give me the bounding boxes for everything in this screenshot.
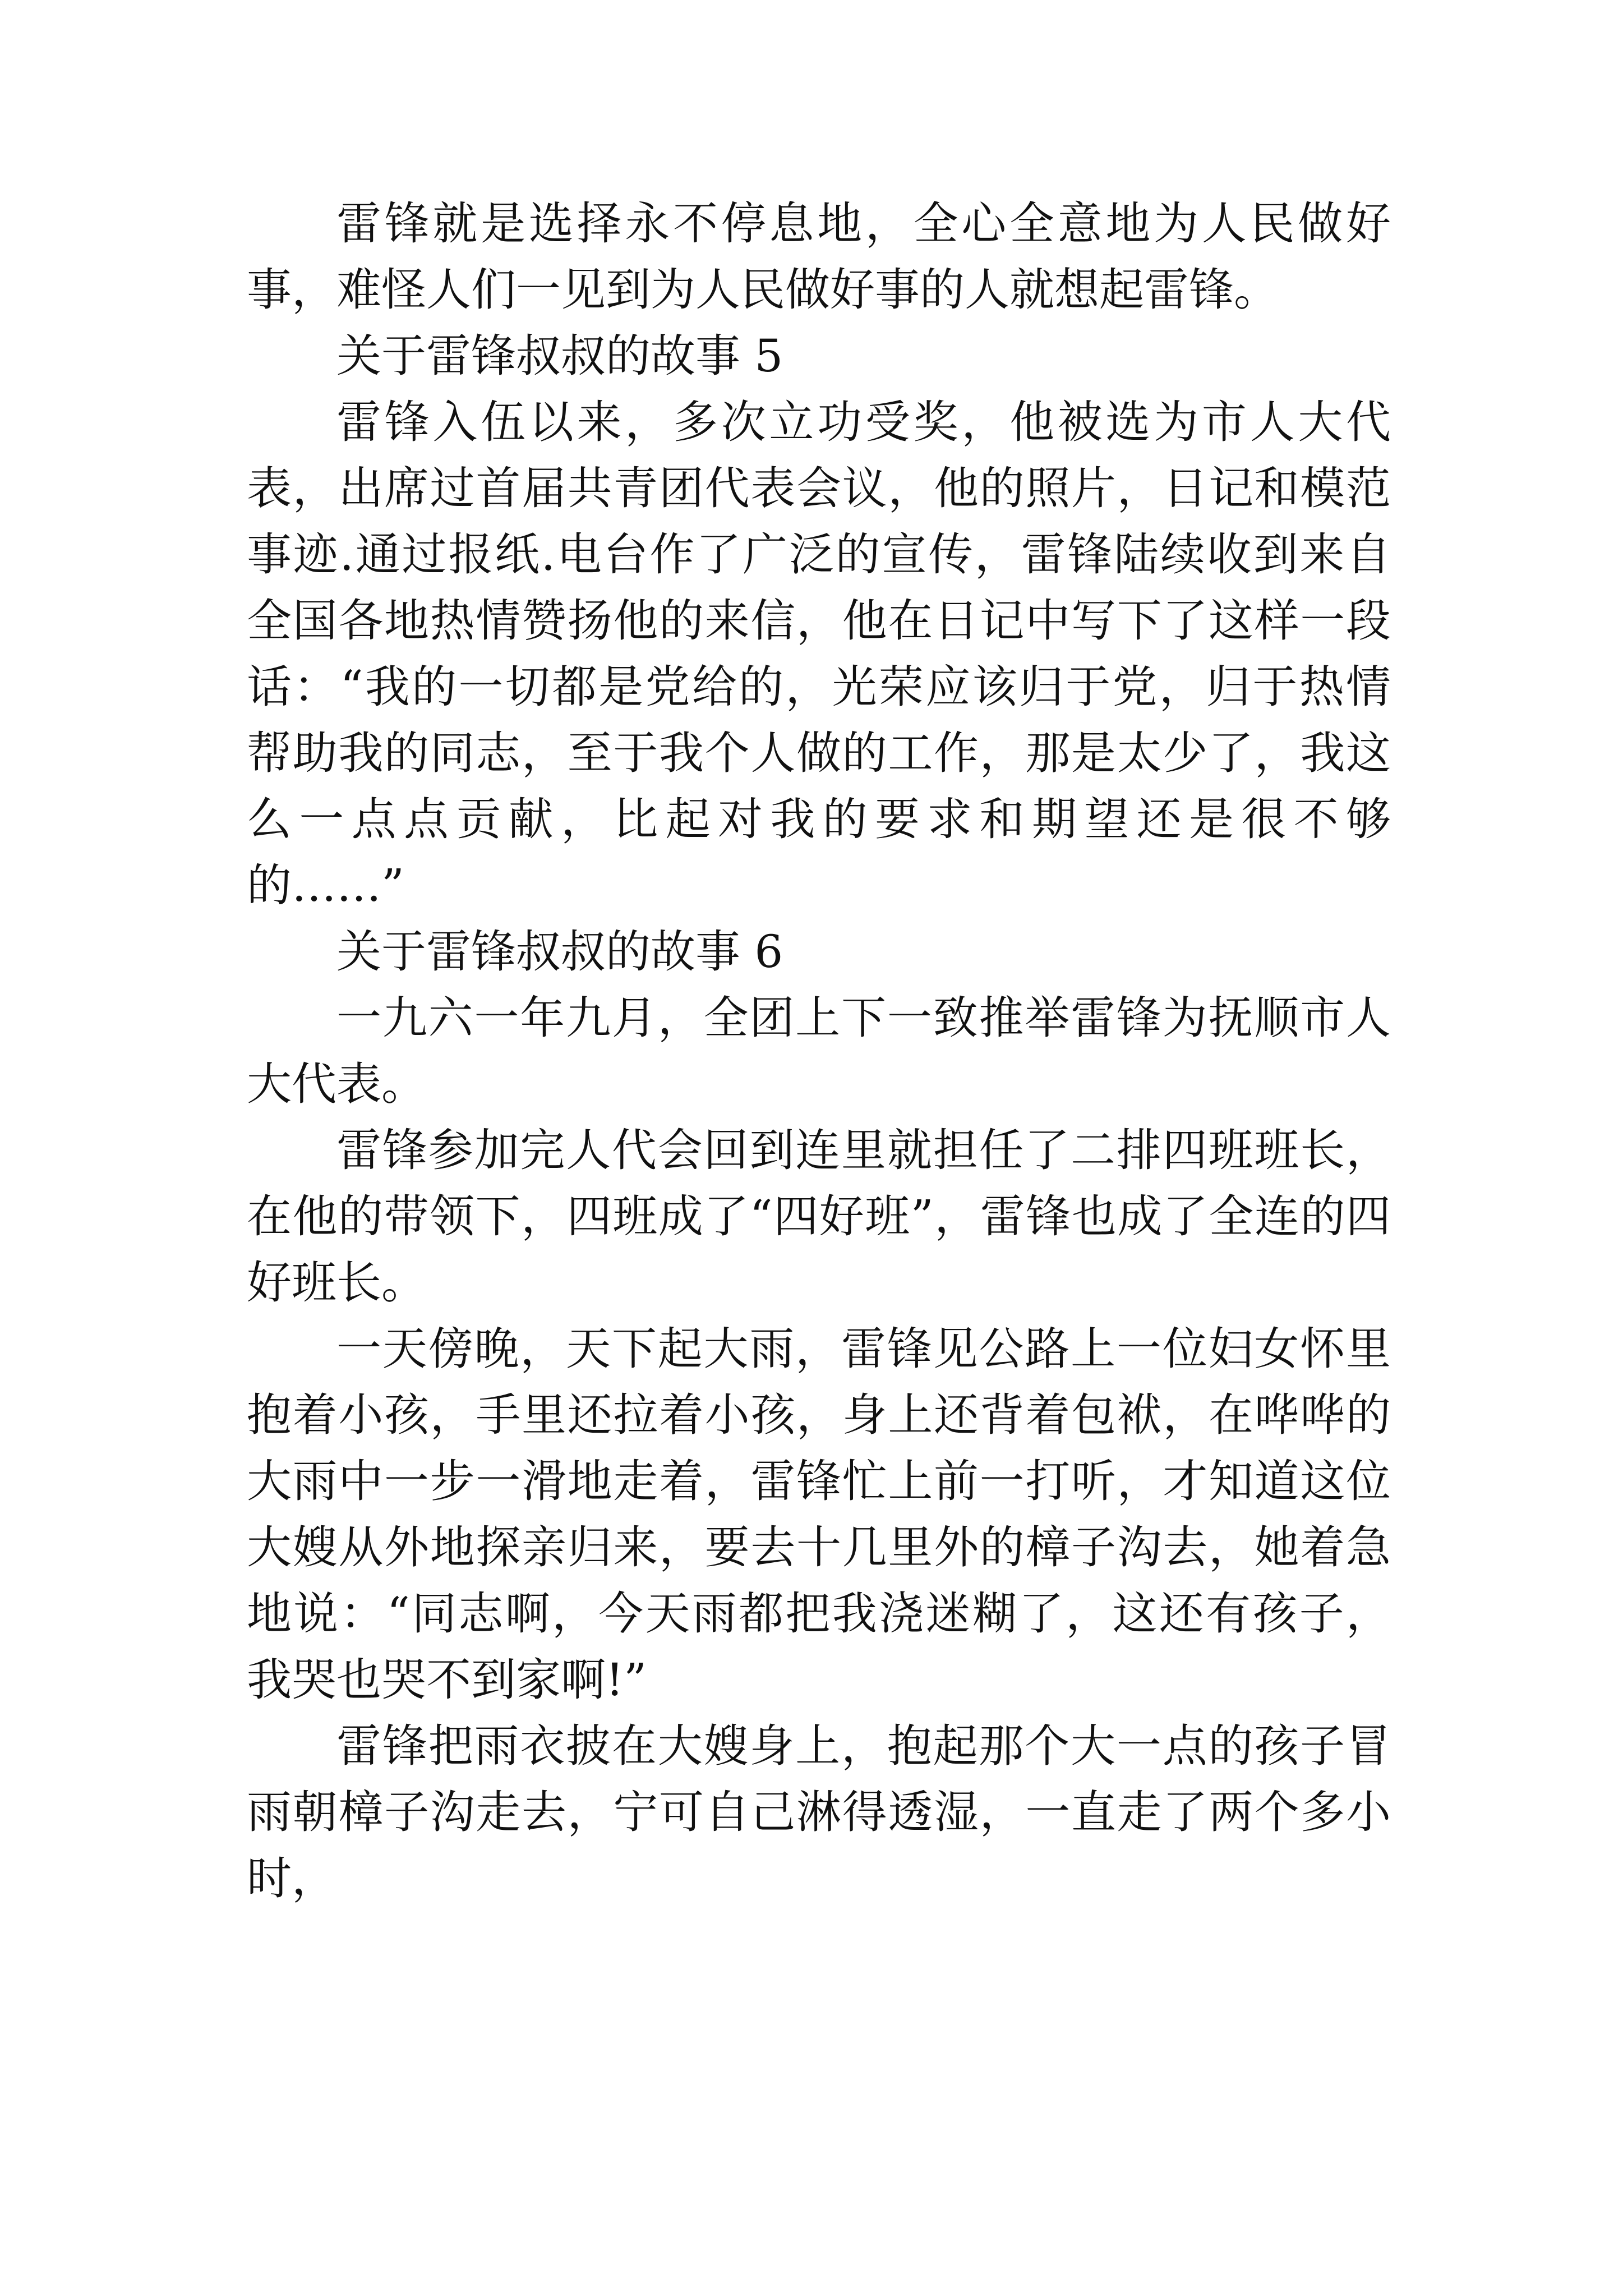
document-body: [247, 191, 1391, 1912]
story-heading: 关于雷锋叔叔的故事 5: [336, 330, 783, 382]
paragraph: 雷锋入伍以来，多次立功受奖，他被选为市人大代表，出席过首届共青团代表会议，他的照片，日记和模范事迹.通过报纸.电台作了广泛的宣传，雷锋陆续收到来自全国各地热情赞扬他的来信，他在日记中写下了这样一段话：“我的一切都是党给的，光荣应该归于党，归于热情帮助我的同志，至于我个人做的工作，那是太少了，我这么一点点贡献，比起对我的要求和期望还是很不够的……”: [247, 396, 1391, 912]
story-heading: 关于雷锋叔叔的故事 6: [336, 926, 783, 978]
paragraph: 雷锋参加完人代会回到连里就担任了二排四班班长，在他的带领下，四班成了“四好班”，雷锋也成了全连的四好班长。: [247, 1124, 1391, 1309]
paragraph: 一天傍晚，天下起大雨，雷锋见公路上一位妇女怀里抱着小孩，手里还拉着小孩，身上还背着包袱，在哗哗的大雨中一步一滑地走着，雷锋忙上前一打听，才知道这位大嫂从外地探亲归来，要去十几里外的樟子沟去，她着急地说：“同志啊，今天雨都把我浇迷糊了，这还有孩子，我哭也哭不到家啊!”: [247, 1323, 1391, 1706]
paragraph: 一九六一年九月，全团上下一致推举雷锋为抚顺市人大代表。: [247, 992, 1391, 1110]
paragraph: 雷锋把雨衣披在大嫂身上，抱起那个大一点的孩子冒雨朝樟子沟走去，宁可自己淋得透湿，一直走了两个多小时，: [247, 1720, 1391, 1904]
paragraph: 雷锋就是选择永不停息地，全心全意地为人民做好事，难怪人们一见到为人民做好事的人就想起雷锋。: [247, 197, 1391, 316]
